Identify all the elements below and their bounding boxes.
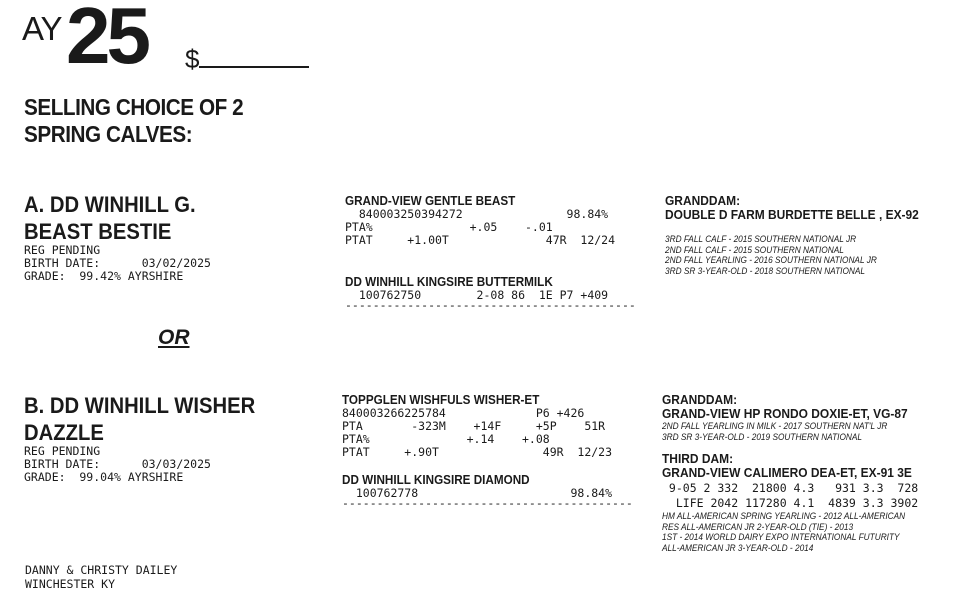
calf-a-mgs-divider: ------------------------------------------ [345, 298, 636, 312]
calf-a-sire-name: GRAND-VIEW GENTLE BEAST [345, 193, 516, 208]
lot-prefix: AY [22, 10, 62, 47]
calf-a-granddam-block [665, 194, 941, 276]
calf-b-name-line-2: DAZZLE [24, 420, 104, 445]
price-field [185, 44, 309, 75]
calf-a-granddam-note: 3RD FALL CALF - 2015 SOUTHERN NATIONAL JR [665, 234, 857, 244]
calf-b-granddam-block [662, 393, 929, 442]
calf-b-mgs-line: 100762778 98.84% [342, 486, 613, 500]
title-line-2: SPRING CALVES: [24, 121, 193, 147]
calf-a-mgs-line: 100762750 2-08 86 1E P7 +409 [345, 288, 609, 302]
calf-b-sire-line: PTA% +.14 +.08 [342, 432, 550, 446]
calf-a-granddam-note: 2ND FALL CALF - 2015 SOUTHERN NATIONAL [665, 244, 844, 255]
calf-b-third-dam-note: ALL-AMERICAN JR 3-YEAR-OLD - 2014 [662, 542, 814, 553]
calf-b-mgs-block [342, 472, 633, 510]
calf-b-third-dam-record: LIFE 2042 117280 4.1 4839 3.3 3902 [662, 496, 919, 510]
calf-b-birth-date: BIRTH DATE: 03/03/2025 [24, 457, 211, 471]
calf-a-info [24, 191, 211, 283]
calf-b-third-dam-note: RES ALL-AMERICAN JR 2-YEAR-OLD (TIE) - 2013 [662, 521, 854, 532]
calf-a-sire-block [345, 193, 615, 247]
calf-a-sire-line: 840003250394272 98.84% [345, 207, 609, 221]
price-prefix: $ [185, 44, 200, 74]
calf-a-grade: GRADE: 99.42% AYRSHIRE [24, 269, 184, 283]
calf-b-mgs-name: DD WINHILL KINGSIRE DIAMOND [342, 472, 530, 487]
calf-b-granddam-name: GRAND-VIEW HP RONDO DOXIE-ET, VG-87 [662, 406, 908, 421]
calf-a-name-line-2: BEAST BESTIE [24, 219, 172, 244]
calf-b-granddam-note: 2ND FALL YEARLING IN MILK - 2017 SOUTHERN NAT'L JR [662, 421, 888, 431]
lot-number: 25 [66, 0, 147, 80]
calf-a-granddam-name: DOUBLE D FARM BURDETTE BELLE , EX-92 [665, 207, 919, 222]
price-blank-line [199, 66, 309, 68]
calf-b-third-dam-block [662, 452, 934, 553]
title-line-1: SELLING CHOICE OF 2 [24, 94, 244, 120]
calf-a-sire-line: PTA% +.05 -.01 [345, 220, 553, 234]
calf-a-name-line-1: A. DD WINHILL G. [24, 192, 196, 217]
calf-b-third-dam-name: GRAND-VIEW CALIMERO DEA-ET, EX-91 3E [662, 465, 912, 480]
calf-b-grade: GRADE: 99.04% AYRSHIRE [24, 470, 184, 484]
calf-a-mgs-block [345, 274, 636, 312]
calf-b-sire-block [342, 392, 612, 459]
calf-b-third-dam-label: THIRD DAM: [662, 451, 734, 466]
calf-b-info [24, 392, 275, 484]
calf-b-third-dam-record: 9-05 2 332 21800 4.3 931 3.3 728 [662, 481, 919, 495]
calf-a-sire-line: PTAT +1.00T 47R 12/24 [345, 233, 616, 247]
calf-a-birth-date: BIRTH DATE: 03/02/2025 [24, 256, 211, 270]
calf-a-reg: REG PENDING [24, 243, 101, 257]
consignor-location: WINCHESTER KY [25, 577, 116, 591]
calf-b-granddam-label: GRANDDAM: [662, 392, 738, 407]
page-title [24, 94, 243, 148]
calf-b-sire-line: PTAT +.90T 49R 12/23 [342, 445, 613, 459]
calf-b-granddam-note: 3RD SR 3-YEAR-OLD - 2019 SOUTHERN NATIONAL [662, 431, 862, 442]
calf-b-name-line-1: B. DD WINHILL WISHER [24, 393, 256, 418]
calf-a-granddam-label: GRANDDAM: [665, 193, 741, 208]
or-separator: OR [158, 326, 190, 349]
consignor-block [25, 563, 177, 591]
calf-b-sire-line: 840003266225784 P6 +426 [342, 406, 585, 420]
calf-a-granddam-note: 3RD SR 3-YEAR-OLD - 2018 SOUTHERN NATIONAL [665, 265, 865, 276]
calf-a-granddam-note: 2ND FALL YEARLING - 2016 SOUTHERN NATIONAL JR [665, 255, 877, 265]
calf-a-mgs-name: DD WINHILL KINGSIRE BUTTERMILK [345, 274, 553, 289]
calf-b-mgs-divider: ------------------------------------------ [342, 496, 633, 510]
calf-b-sire-name: TOPPGLEN WISHFULS WISHER-ET [342, 392, 540, 407]
calf-b-sire-line: PTA -323M +14F +5P 51R [342, 419, 606, 433]
calf-b-reg: REG PENDING [24, 444, 101, 458]
consignor-name: DANNY & CHRISTY DAILEY [25, 563, 178, 577]
calf-b-third-dam-note: 1ST - 2014 WORLD DAIRY EXPO INTERNATIONAL FUTURITY [662, 532, 900, 542]
calf-b-third-dam-note: HM ALL-AMERICAN SPRING YEARLING - 2012 ALL-AMERICAN [662, 511, 906, 521]
